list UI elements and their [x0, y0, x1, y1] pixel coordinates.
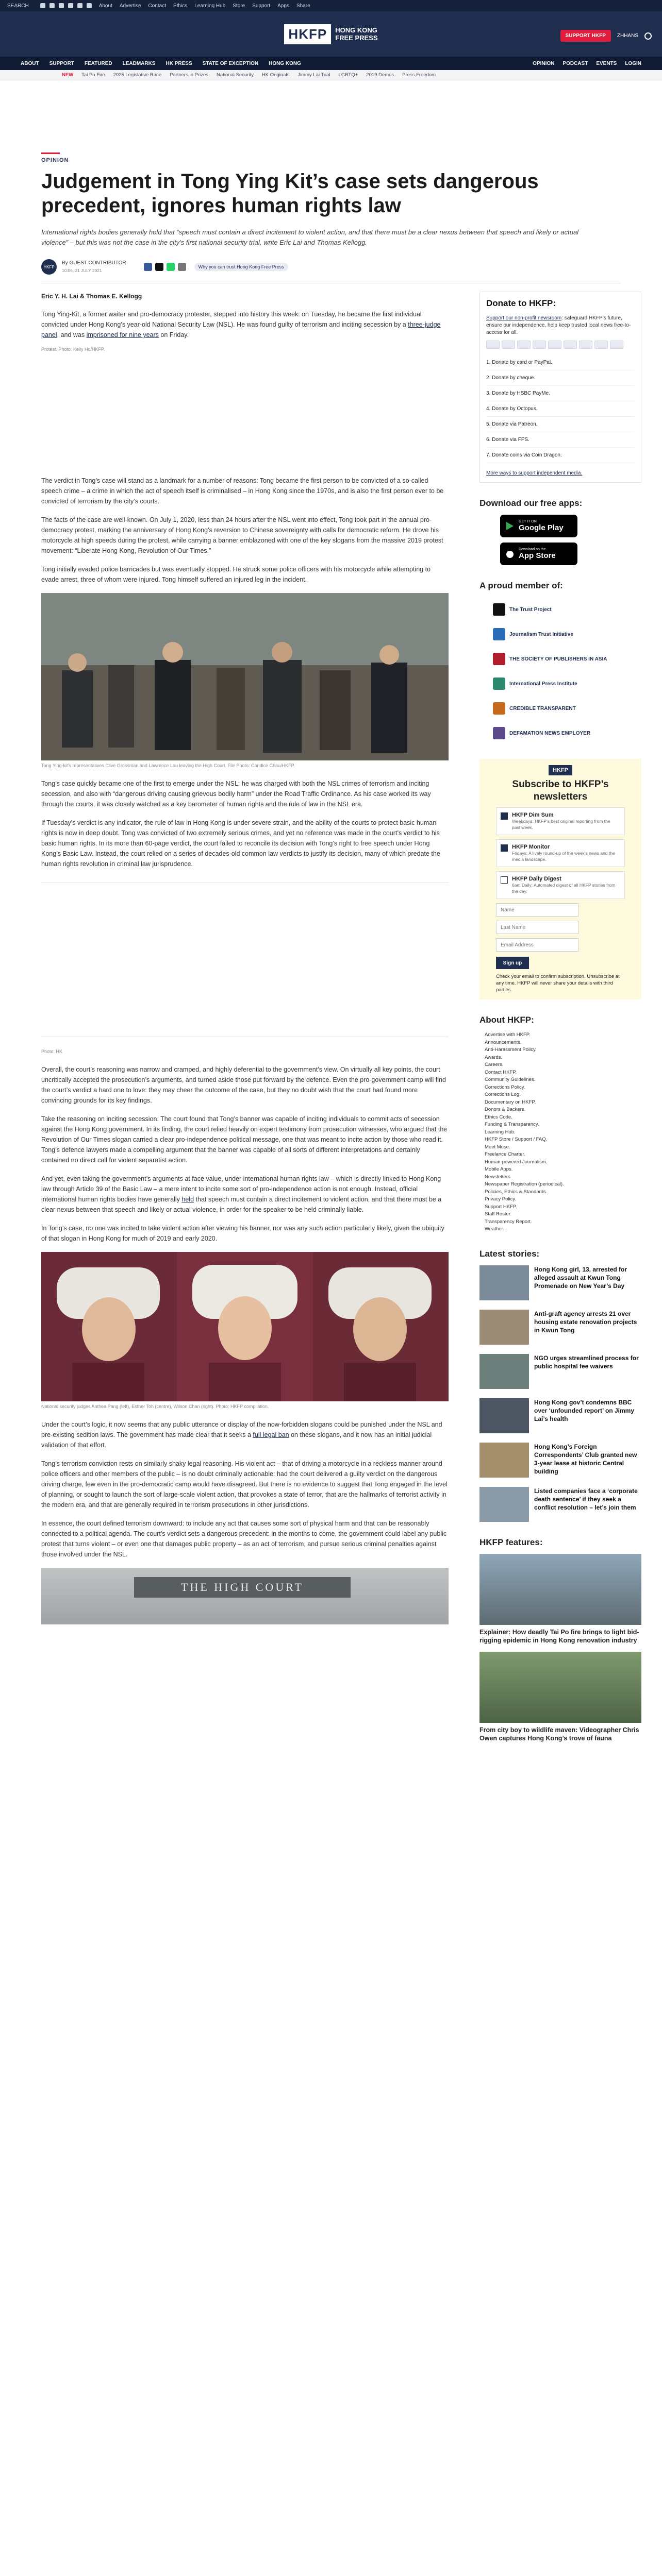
byline [41, 259, 621, 275]
jti-icon [493, 628, 505, 640]
member-logo[interactable]: DEFAMATION NEWS EMPLOYER [493, 721, 641, 745]
trending-link[interactable]: Jimmy Lai Trial [297, 72, 330, 78]
feature-image[interactable] [479, 1554, 641, 1625]
about-link[interactable]: Privacy Policy. [485, 1196, 517, 1202]
paragraph: In Tong’s case, no one was incited to take violent action after viewing his banner, nor was any such action particularly likely, given the ubiquity of that slogan in Hong Kong for much of 2019 and early 2020. [41, 1225, 444, 1242]
about-link[interactable]: Staff Roster. [485, 1211, 512, 1217]
about-link[interactable]: Human-powered Journalism. [485, 1159, 548, 1165]
logo-wordmark: HONG KONG FREE PRESS [335, 26, 378, 42]
latest-story[interactable] [479, 1487, 641, 1522]
topbar-link[interactable]: Advertise [119, 3, 141, 9]
donate-option[interactable]: 5. Donate via Patreon. [486, 417, 635, 432]
story-headline[interactable]: Hong Kong’s Foreign Correspondents’ Club granted new 3-year lease at historic Central building [534, 1443, 637, 1475]
newsletter-option[interactable]: HKFP Dim Sum Weekdays: HKFP’s best original reporting from the past week. [496, 807, 625, 835]
credible-icon [493, 702, 505, 715]
checkbox-checked[interactable] [501, 844, 508, 852]
about-link[interactable]: Anti-Harassment Policy. [485, 1047, 537, 1053]
features-title: HKFP features: [479, 1537, 543, 1547]
site-header [0, 11, 662, 57]
byline-meta [62, 260, 126, 275]
topbar-link[interactable]: About [98, 3, 112, 9]
about-link[interactable]: Community Guidelines. [485, 1077, 536, 1082]
feature-image[interactable] [479, 1652, 641, 1723]
utility-bar [0, 0, 662, 11]
newsletter-box [479, 759, 641, 999]
court-sign: THE HIGH COURT [134, 1577, 351, 1598]
trending-link[interactable]: 2025 Legislative Race [113, 72, 162, 78]
newsletter-option[interactable]: HKFP Daily Digest 6am Daily: Automated digest of all HKFP stories from the day. [496, 871, 625, 899]
ipi-icon [493, 677, 505, 690]
about-link[interactable]: Advertise with HKFP. [485, 1032, 531, 1038]
story-thumbnail[interactable] [479, 1398, 529, 1433]
donate-option[interactable]: 4. Donate by Octopus. [486, 401, 635, 417]
about-link[interactable]: Freelance Charter. [485, 1151, 525, 1157]
member-title: A proud member of: [479, 581, 563, 590]
story-thumbnail[interactable] [479, 1265, 529, 1300]
about-link[interactable]: Newsletters. [485, 1174, 512, 1180]
search-icon[interactable] [644, 32, 652, 40]
nav-item-leadmarks[interactable]: LEADMARKS [122, 60, 156, 66]
amex-icon [517, 341, 531, 349]
about-link[interactable]: Policies, Ethics & Standards. [485, 1189, 548, 1195]
about-link[interactable]: Documentary on HKFP. [485, 1099, 536, 1105]
nav-item-podcast[interactable]: PODCAST [562, 60, 588, 66]
paragraph: Take the reasoning on inciting secession. The court found that Tong’s banner was capable of inciting individuals to commit acts of secession against the Hong Kong government. In its finding, the court relied heavily on expert testimony from prosecution witnesses, who argued that the Revolution of Our Times slogan carried a clear pro-independence political message, one that was meant to incite action by those who read it. Tong’s defence lawyers made a compelling argument that the banner was capable of all sorts of different interpretations and certainly contained no direct call for violent separatist action. [41, 1115, 448, 1164]
paypal-icon [533, 341, 546, 349]
telegram-icon[interactable] [77, 3, 82, 8]
story-headline[interactable]: Hong Kong gov’t condemns BBC over ‘unfounded report’ on Jimmy Lai’s health [534, 1398, 635, 1422]
about-link[interactable]: Donors & Backers. [485, 1107, 526, 1112]
ad-slot [41, 365, 449, 463]
about-link[interactable]: Contact HKFP. [485, 1069, 517, 1075]
about-link[interactable]: Corrections Log. [485, 1092, 521, 1097]
article-body [41, 293, 449, 1750]
authors-line: Eric Y. H. Lai & Thomas E. Kellogg [41, 293, 142, 300]
paragraph: The verdict in Tong’s case will stand as a landmark for a number of reasons: Tong became the first person to be convicted of a so-called speech crime – a crime in which the act of speech itself is criminalised – in Hong Kong since the 1970s, and is also the first person ever to be convicted of terrorism by the city’s courts. [41, 477, 444, 505]
nav-item-about[interactable]: ABOUT [21, 60, 39, 66]
about-link[interactable]: Announcements. [485, 1039, 522, 1045]
checkbox-unchecked[interactable] [501, 876, 508, 884]
about-link[interactable]: Awards. [485, 1054, 503, 1060]
nav-item-featured[interactable]: FEATURED [84, 60, 112, 66]
section-kicker[interactable]: OPINION [41, 157, 69, 163]
about-link[interactable]: Support HKFP. [485, 1204, 517, 1210]
trending-link[interactable]: Press Freedom [402, 72, 436, 78]
site-logo[interactable] [284, 24, 377, 44]
topbar-link[interactable]: Contact [148, 3, 166, 9]
main-nav [0, 57, 662, 70]
topbar-link[interactable]: Share [296, 3, 310, 9]
trending-link[interactable]: 2019 Demos [366, 72, 394, 78]
paragraph: Tong’s case quickly became one of the first to emerge under the NSL: he was charged with both the NSL crimes of terrorism and inciting secession, and also with “dangerous driving causing grievous bodily harm” under the Road Traffic Ordinance. As his case worked its way through the courts, it was closely watched as a key barometer of human rights and the rule of law in the NSL era. [41, 780, 431, 808]
sidebar [479, 293, 641, 1750]
instagram-icon[interactable] [59, 3, 64, 8]
about-link[interactable]: Careers. [485, 1062, 504, 1067]
member-logo[interactable]: International Press Institute [493, 671, 641, 696]
facebook-share-icon[interactable] [144, 263, 152, 271]
googlepay-icon [564, 341, 577, 349]
trust-project-icon [493, 603, 505, 616]
email-field[interactable] [496, 938, 578, 952]
latest-story[interactable] [479, 1310, 641, 1345]
discover-icon [610, 341, 623, 349]
article-header [0, 80, 662, 275]
donate-title: Donate to HKFP: [486, 298, 556, 308]
donate-option[interactable]: 2. Donate by cheque. [486, 370, 635, 386]
article-photo-street [41, 593, 449, 760]
trending-link[interactable]: Tai Po Fire [81, 72, 105, 78]
article-photo-judges [41, 1252, 449, 1401]
article-standfirst: International rights bodies generally hold that “speech must contain a direct incitement to violent action, and that there must be a clear nexus between that speech and likely or actual violence” – but this was not the case in the city’s first national security trial, write Eric Lai and Thomas Kellogg. [41, 228, 579, 246]
donate-option[interactable]: 1. Donate by card or PayPal. [486, 355, 635, 370]
nav-item-support[interactable]: SUPPORT [49, 60, 74, 66]
signup-button[interactable]: Sign up [496, 957, 529, 969]
feature-headline[interactable]: From city boy to wildlife maven: Videographer Chris Owen captures Hong Kong’s trove of fauna [479, 1726, 639, 1742]
latest-stories [479, 1265, 641, 1522]
last-name-field[interactable] [496, 921, 578, 934]
inline-link[interactable]: imprisoned for nine years [86, 331, 159, 338]
photo-caption: Tong Ying-kit’s representatives Clive Grossman and Lawrence Lau leaving the High Court. File Photo: Candice Chau/HKFP. [41, 763, 295, 768]
mastercard-icon [502, 341, 515, 349]
trust-pill[interactable]: Why you can trust Hong Kong Free Press [194, 263, 288, 271]
story-headline[interactable]: Hong Kong girl, 13, arrested for alleged assault at Kwun Tong Promenade on New Year’s Day [534, 1265, 627, 1290]
trending-link[interactable]: Partners in Prizes [170, 72, 209, 78]
search-link[interactable]: SEARCH [7, 3, 29, 9]
about-links [479, 1031, 641, 1233]
nav-item-state-of-exception[interactable]: STATE OF EXCEPTION [202, 60, 259, 66]
about-link[interactable]: HKFP Store / Support / FAQ. [485, 1137, 548, 1142]
applepay-icon [548, 341, 561, 349]
facebook-icon[interactable] [40, 3, 45, 8]
member-list [479, 597, 641, 745]
judges-illustration [41, 1252, 449, 1401]
new-label: NEW [62, 72, 74, 78]
story-thumbnail[interactable] [479, 1310, 529, 1345]
donate-options [480, 353, 641, 465]
nav-item-login[interactable]: LOGIN [625, 60, 641, 66]
sopa-icon [493, 653, 505, 665]
newsletter-option[interactable]: HKFP Monitor Fridays: A lively round-up of the week’s news and the media landscape. [496, 839, 625, 867]
paragraph: Tong’s terrorism conviction rests on similarly shaky legal reasoning. His violent act – that of driving a motorcycle in a reckless manner around police officers and other members of the public – is no doubt criminally actionable: had the court delivered a guilty verdict on the dangerous driving charge, few even in the pro-democratic camp would have disagreed. But there is no evidence to suggest that Tong engaged in the level of planning, or sought to launch the sort of large-scale violent action, that provokes a state of terror, that are the hallmarks of terrorist activity in the modern era, and that are generally required in terrorism prosecutions in other jurisdictions. [41, 1460, 448, 1509]
topbar-link[interactable]: Ethics [173, 3, 188, 9]
story-thumbnail[interactable] [479, 1487, 529, 1522]
checkbox-checked[interactable] [501, 812, 508, 820]
apple-icon [505, 549, 515, 558]
unionpay-icon [579, 341, 592, 349]
trending-link[interactable]: National Security [217, 72, 254, 78]
header-actions [560, 30, 652, 42]
trending-link[interactable]: LGBTQ+ [338, 72, 358, 78]
about-link[interactable]: Mobile Apps. [485, 1166, 513, 1172]
byline-author[interactable]: By GUEST CONTRIBUTOR [62, 260, 126, 266]
paragraph: In essence, the court defined terrorism downward: to include any act that causes some sort of physical harm and that can be reasonably connected to a political agenda. The court’s verdict sets a dangerous precedent: in the months to come, the government could label any public protest that turns violent – or even one that damages public property – as an act of terrorism, and pursue serious criminal penalties against those involved under the NSL. [41, 1520, 447, 1558]
member-logo[interactable]: THE SOCIETY OF PUBLISHERS IN ASIA [493, 647, 641, 671]
embedded-media-block [41, 883, 449, 1037]
newsletter-logo: HKFP [549, 765, 572, 775]
author-avatar[interactable]: HKFP [41, 259, 57, 275]
topbar-link[interactable]: Support [252, 3, 271, 9]
nav-item-hk-press[interactable]: HK PRESS [166, 60, 192, 66]
donate-text: Support our non-profit newsroom: safeguard HKFP’s future, ensure our independence, help keep trusted local news free-to-access for all. [486, 315, 631, 335]
inline-link[interactable]: full legal ban [253, 1431, 289, 1438]
byline-date: 10:06, 31 JULY 2021 [62, 267, 102, 273]
nav-item-opinion[interactable]: OPINION [533, 60, 555, 66]
topbar-link[interactable]: Store [233, 3, 245, 9]
trending-bar [0, 70, 662, 80]
kicker-bar [41, 152, 60, 154]
article-title: Judgement in Tong Ying Kit’s case sets dangerous precedent, ignores human rights law [41, 170, 539, 217]
story-headline[interactable]: Anti-graft agency arrests 21 over housing estate renovation projects in Kwun Tong [534, 1310, 637, 1334]
about-link[interactable]: Meet Muse. [485, 1144, 510, 1150]
newsletter-title: Subscribe to HKFP’s newsletters [512, 779, 609, 802]
paragraph: Under the court’s logic, it now seems that any public utterance or display of the now-forbidden slogans could be punished under the NSL and pre-existing sedition laws. The government has made clear that it seeks a full legal ban on these slogans, and it now has an initial judicial validation of that effort. [41, 1421, 442, 1449]
google-play-icon [505, 521, 515, 531]
about-link[interactable]: Corrections Policy. [485, 1084, 525, 1090]
about-link[interactable]: Learning Hub. [485, 1129, 516, 1135]
social-icons [40, 3, 92, 8]
email-icon[interactable] [87, 3, 92, 8]
story-headline[interactable]: NGO urges streamlined process for public hospital fee waivers [534, 1354, 639, 1370]
x-share-icon[interactable] [155, 263, 163, 271]
street-scene-illustration [41, 593, 449, 760]
latest-story[interactable] [479, 1443, 641, 1478]
paragraph: Tong initially evaded police barricades but was eventually stopped. He struck some police officers with his motorcycle while attempting to evade arrest, three of whom were injured. Tong himself suffered an injured leg in the incident. [41, 566, 431, 583]
visa-icon [486, 341, 500, 349]
nav-item-events[interactable]: EVENTS [596, 60, 617, 66]
latest-title: Latest stories: [479, 1248, 540, 1259]
jcb-icon [594, 341, 608, 349]
feature-headline[interactable]: Explainer: How deadly Tai Po fire brings to light bid-rigging epidemic in Hong Kong renovation industry [479, 1628, 639, 1644]
language-switch[interactable]: ZHHANS [617, 33, 638, 39]
google-play-button[interactable]: GET IT ON Google Play [500, 515, 577, 537]
photo-caption: Protest. Photo: Kelly Ho/HKFP. [41, 347, 105, 352]
about-link[interactable]: Ethics Code. [485, 1114, 512, 1120]
about-link[interactable]: Transparency Report. [485, 1218, 532, 1225]
inline-link[interactable]: held [181, 1196, 194, 1203]
story-headline[interactable]: Listed companies face a ‘corporate death sentence’ if they seek a conflict resolution – let’s join them [534, 1487, 638, 1511]
member-logo[interactable]: CREDIBLE TRANSPARENT [493, 696, 641, 721]
app-store-button[interactable]: Download on the App Store [500, 543, 577, 565]
story-thumbnail[interactable] [479, 1443, 529, 1478]
name-field[interactable] [496, 903, 578, 917]
content-layout [0, 283, 662, 1750]
photo-caption: Photo: HK [41, 1049, 63, 1054]
article-photo-high-court [41, 1568, 449, 1624]
about-link[interactable]: Weather. [485, 1226, 504, 1232]
donate-link[interactable]: Support our non-profit newsroom [486, 315, 562, 321]
topbar-link[interactable]: Learning Hub [194, 3, 226, 9]
donate-card [479, 292, 641, 483]
trending-link[interactable]: HK Originals [261, 72, 290, 78]
more-ways-link[interactable]: More ways to support independent media. [486, 470, 583, 476]
latest-story[interactable] [479, 1354, 641, 1389]
latest-story[interactable] [479, 1398, 641, 1433]
paragraph: Overall, the court’s reasoning was narrow and cramped, and highly deferential to the government’s view. On virtually all key points, the court uncritically accepted the prosecution’s arguments, and turned aside those put forward by the defence. Even the pro-government camp will find the court’s verdict a hard one to love: they may cheer the outcome of the case, but they no doubt wish that the court had found more convincing grounds for its key findings. [41, 1066, 446, 1104]
more-share-icon[interactable] [178, 263, 186, 271]
topbar-link[interactable]: Apps [277, 3, 289, 9]
newsletter-note: Check your email to confirm subscription. Unsubscribe at any time. HKFP will never share your details with third parties. [496, 974, 620, 993]
paragraph: The facts of the case are well-known. On July 1, 2020, less than 24 hours after the NSL went into effect, Tong took part in the annual pro-democracy protest, marking the anniversary of Hong Kong’s reversion to Chinese sovereignty with calls for democratic reform. He drove his motorcycle at high speeds during the protest, while carrying a banner emblazoned with one of the key slogans from the massive 2019 protest movement: “Liberate Hong Kong, Revolution of Our Times.” [41, 516, 443, 554]
apps-title: Download our free apps: [479, 498, 583, 508]
about-title: About HKFP: [479, 1015, 534, 1025]
support-button[interactable]: SUPPORT HKFP [560, 30, 611, 42]
donate-option[interactable]: 7. Donate coins via Coin Dragon. [486, 448, 635, 463]
latest-story[interactable] [479, 1265, 641, 1300]
member-logo[interactable]: Journalism Trust Initiative [493, 622, 641, 647]
employer-icon [493, 727, 505, 739]
paragraph: Tong Ying-Kit, a former waiter and pro-democracy protester, stepped into history this week: on Tuesday, he became the first individual convicted under Hong Kong’s year-old National Security Law (NSL). He was found guilty of terrorism and inciting secession by a three-judge panel, and was imprisoned for nine years on Friday. [41, 311, 441, 338]
youtube-icon[interactable] [68, 3, 73, 8]
share-buttons [144, 263, 186, 271]
about-link[interactable]: Newspaper Registration (periodical). [485, 1181, 564, 1187]
feature-story[interactable] [479, 1652, 641, 1742]
feature-story[interactable] [479, 1554, 641, 1645]
story-thumbnail[interactable] [479, 1354, 529, 1389]
about-link[interactable]: Funding & Transparency. [485, 1122, 539, 1127]
logo-mark: HKFP [284, 24, 331, 44]
twitter-icon[interactable] [49, 3, 55, 8]
nav-item-hong-kong[interactable]: HONG KONG [269, 60, 301, 66]
photo-caption: National security judges Anthea Pang (left), Esther Toh (centre), Wilson Chan (right). Photo: HKFP compilation. [41, 1404, 269, 1409]
donate-option[interactable]: 3. Donate by HSBC PayMe. [486, 386, 635, 401]
paragraph: And yet, even taking the government’s arguments at face value, under international human rights law – which is directly linked to Hong Kong law through Article 39 of the Basic Law – a mere intent to incite some sort of pro-independence action is not enough. Instead, official international human rights bodies have generally held that speech must contain a direct incitement to violent action, and that there must be a clear nexus between that speech and likely or actual violence, in order for the speaker to be held criminally liable. [41, 1175, 442, 1213]
donate-option[interactable]: 6. Donate via FPS. [486, 432, 635, 448]
member-logo[interactable]: The Trust Project [493, 597, 641, 622]
payment-icons [480, 336, 641, 353]
inline-link[interactable]: three-judge panel [41, 321, 441, 338]
nav-right [533, 61, 641, 66]
paragraph: If Tuesday’s verdict is any indicator, the rule of law in Hong Kong is under severe strain, and the ability of the courts to protect basic human rights is now in deep doubt. Tong was convicted of two extremely serious crimes, and yet no reference was made in the court’s verdict to his basic human rights. In its more than 60-page verdict, the court failed to reconcile its decision with Tong’s right to free speech under Hong Kong’s Basic Law. Instead, the court relied on a series of decades-old common law verdicts to justify its decision, many of which predate the human rights revolution in criminal law jurisprudence. [41, 819, 440, 868]
whatsapp-share-icon[interactable] [167, 263, 175, 271]
